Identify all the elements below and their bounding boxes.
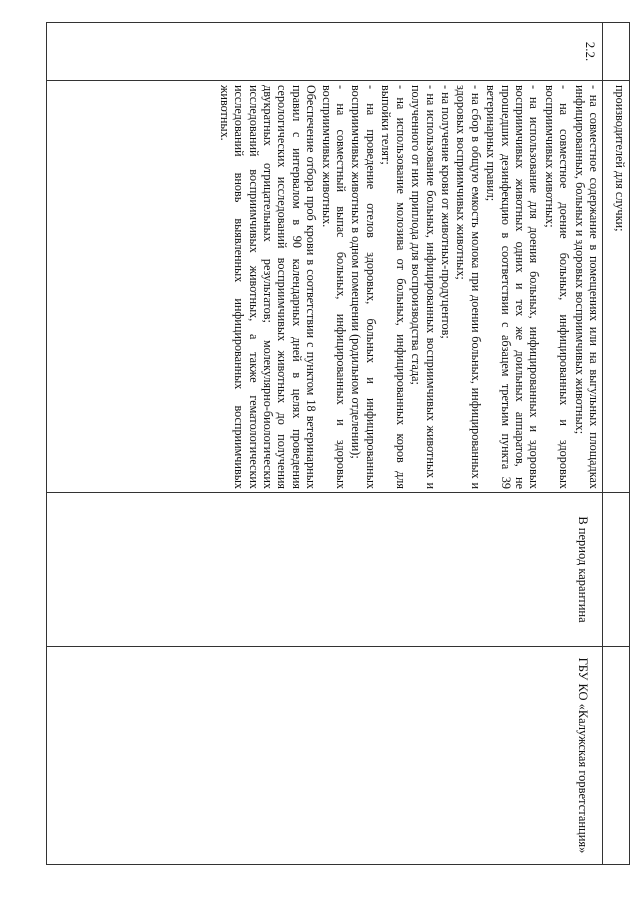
restriction-item-5: - на получение крови от животных-продуцентов; xyxy=(438,85,453,339)
restriction-item-3: - на использование для доения больных, инфицированных и здоровых восприимчивых животных одних и тех же доильных аппаратов, не прошедших дезинфекцию в соответствии с абзацем третьим пункта 39 ветеринарных правил; xyxy=(484,85,542,489)
cell-prev-number xyxy=(603,23,630,81)
measures-table xyxy=(46,22,630,865)
restriction-item-1: - на совместное содержание в помещениях или на выгульных площадках инфицированных, больных и здоровых восприимчивых животных; xyxy=(572,85,601,489)
period-text: В период карантина xyxy=(576,516,590,623)
cell-responsible xyxy=(47,647,603,865)
cell-number xyxy=(47,23,603,81)
sampling-paragraph: Обеспечение отбора проб крови в соответствии с пунктом 18 ветеринарных правил с интервалом в 90 календарных дней в целях проведения серологических исследований восприимчивых животных до получения двукратных отрицательных результатов; молекулярно-биологических исследований восприимчивых животных, а также гематологических исследований вновь выявленных инфицированных восприимчивых животных. xyxy=(217,85,319,489)
rotated-page xyxy=(46,22,630,864)
responsible-text: ГБУ КО «Калужская горветстанция» xyxy=(576,657,590,854)
table-row-previous xyxy=(603,23,630,865)
cell-measures-text xyxy=(47,81,603,493)
cell-prev-text xyxy=(603,81,630,493)
row-number: 2.2. xyxy=(583,41,598,62)
restriction-item-6: - на использование больных, инфицированных восприимчивых животных и полученного от них приплода для воспроизводства стада; xyxy=(409,85,438,489)
cell-prev-period xyxy=(603,493,630,647)
cell-period xyxy=(47,493,603,647)
text-first-line: производителей для случки; xyxy=(613,85,627,232)
restriction-item-2: - на совместное доение больных, инфицированных и здоровых восприимчивых животных; xyxy=(542,85,572,489)
restriction-item-8: - на проведение отелов здоровых, больных и инфицированных восприимчивых животных в одном помещении (родильном отделении); xyxy=(349,85,378,489)
restriction-item-7: - на использование молозива от больных, инфицированных коров для выпойки телят; xyxy=(379,85,408,489)
cell-prev-responsible xyxy=(603,647,630,865)
restriction-item-9: - на совместный выпас больных, инфицированных и здоровых восприимчивых животных. xyxy=(319,85,349,489)
measures-text xyxy=(217,81,601,492)
table-row-2-2 xyxy=(47,23,603,865)
restriction-item-4: - на сбор в общую емкость молока при доении больных, инфицированных и здоровых восприимчивых животных; xyxy=(454,85,483,489)
